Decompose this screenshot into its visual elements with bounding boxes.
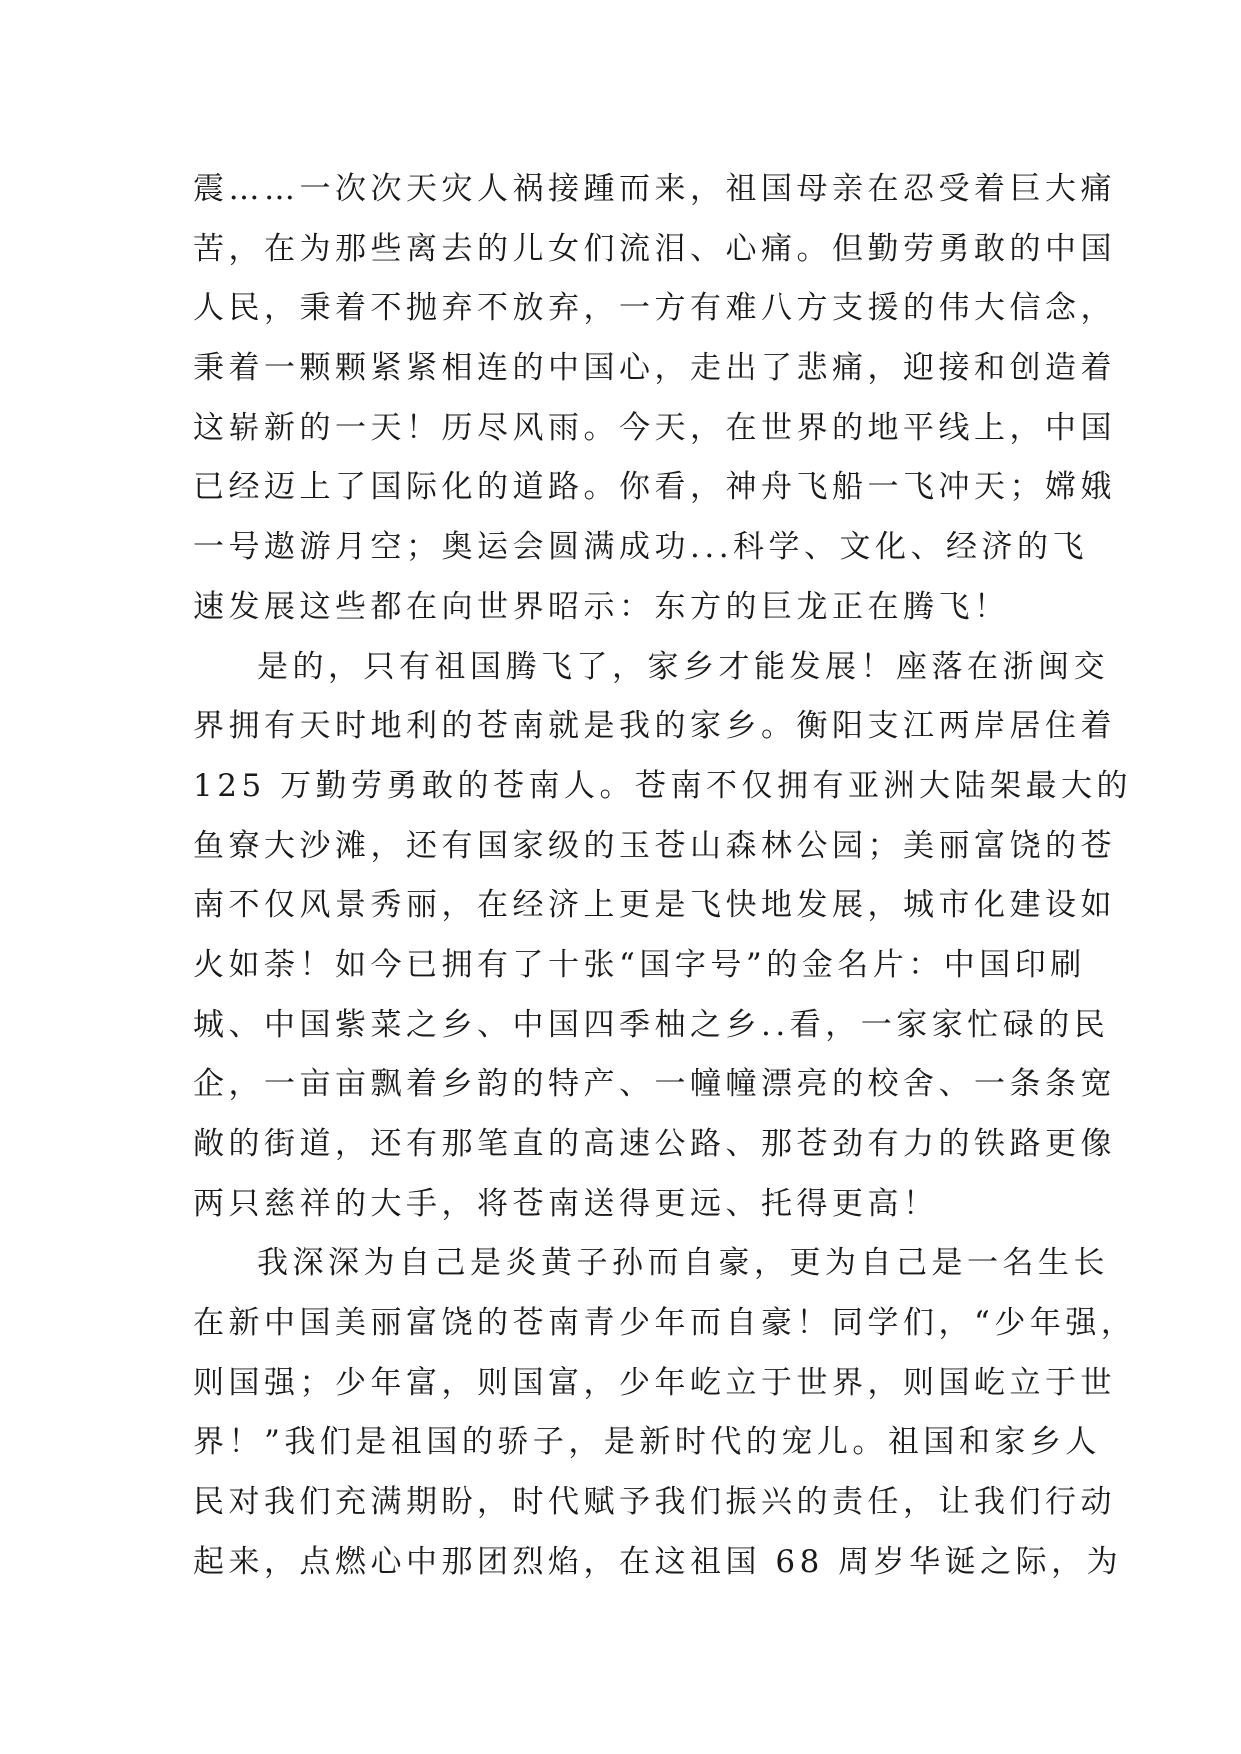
text-line: 民对我们充满期盼，时代赋予我们振兴的责任，让我们行动: [193, 1484, 1116, 1521]
text-line: 秉着一颗颗紧紧相连的中国心，走出了悲痛，迎接和创造着: [193, 350, 1116, 387]
text-line: 已经迈上了国际化的道路。你看，神舟飞船一飞冲天；嫦娥: [193, 469, 1116, 506]
text-line: 两只慈祥的大手，将苍南送得更远、托得更高！: [193, 1185, 939, 1222]
paragraph-2: [193, 638, 1133, 1235]
text-line: 苦，在为那些离去的儿女们流泪、心痛。但勤劳勇敢的中国: [193, 230, 1116, 267]
text-line: 一号遨游月空；奥运会圆满成功...科学、文化、经济的飞: [193, 529, 1089, 566]
document-body: [193, 160, 1137, 1593]
text-line: 震……一次次天灾人祸接踵而来，祖国母亲在忍受着巨大痛: [193, 171, 1116, 207]
text-line: 界拥有天时地利的苍南就是我的家乡。衡阳支江两岸居住着: [193, 708, 1116, 745]
text-line: 鱼寮大沙滩，还有国家级的玉苍山森林公园；美丽富饶的苍: [193, 827, 1116, 864]
text-line: 则国强；少年富，则国富，少年屹立于世界，则国屹立于世: [193, 1364, 1116, 1401]
paragraph-1: [193, 160, 1116, 638]
text-line: 人民，秉着不抛弃不放弃，一方有难八方支援的伟大信念，: [193, 290, 1116, 327]
text-line: 速发展这些都在向世界昭示：东方的巨龙正在腾飞！: [193, 588, 1010, 625]
paragraph-3: [193, 1234, 1137, 1592]
text-line: 城、中国紫菜之乡、中国四季柚之乡..看，一家家忙碌的民: [193, 1006, 1110, 1043]
text-line: 界！”我们是祖国的骄子，是新时代的宠儿。祖国和家乡人: [193, 1424, 1101, 1461]
text-line: 敞的街道，还有那笔直的高速公路、那苍劲有力的铁路更像: [193, 1126, 1116, 1162]
text-line: 125 万勤劳勇敢的苍南人。苍南不仅拥有亚洲大陆架最大的: [193, 767, 1133, 804]
text-line: 我深深为自己是炎黄子孙而自豪，更为自己是一名生长: [257, 1245, 1109, 1282]
text-line: 南不仅风景秀丽，在经济上更是飞快地发展，城市化建设如: [193, 887, 1116, 924]
text-line: 在新中国美丽富饶的苍南青少年而自豪！同学们，“少年强，: [193, 1305, 1137, 1342]
text-line: 火如荼！如今已拥有了十张“国字号”的金名片：中国印刷: [193, 946, 1086, 983]
text-line: 这崭新的一天！历尽风雨。今天，在世界的地平线上，中国: [193, 409, 1116, 446]
text-line: 起来，点燃心中那团烈焰，在这祖国 68 周岁华诞之际，为: [193, 1543, 1123, 1580]
text-line: 企，一亩亩飘着乡韵的特产、一幢幢漂亮的校舍、一条条宽: [193, 1066, 1116, 1103]
text-line: 是的，只有祖国腾飞了，家乡才能发展！座落在浙闽交: [257, 648, 1109, 685]
